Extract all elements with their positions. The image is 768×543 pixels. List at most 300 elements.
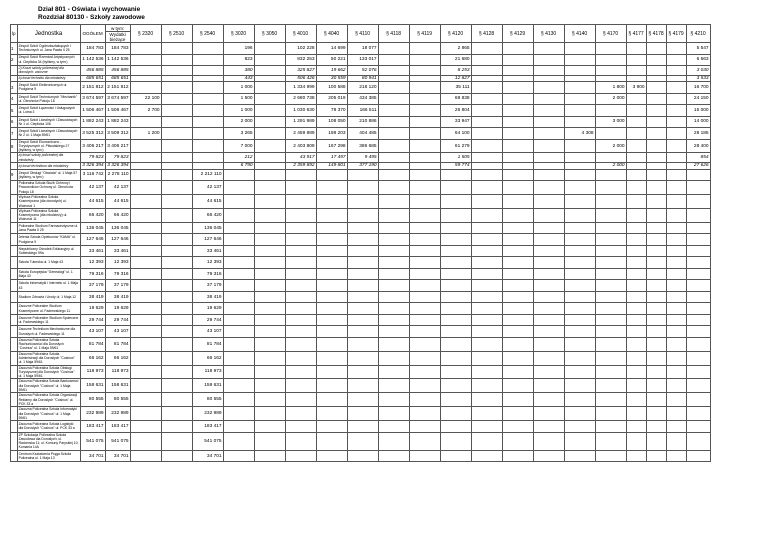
row-value-4179: [666, 257, 686, 269]
row-ogolem: 42 137: [80, 181, 105, 195]
row-value-2540: [192, 93, 223, 105]
row-value-4040: [316, 194, 347, 208]
col-code-2320: § 2320: [130, 25, 161, 43]
row-value-4010: [285, 407, 316, 421]
row-value-2320: [130, 245, 161, 257]
row-value-4178: [646, 314, 666, 326]
row-value-3020: [223, 208, 254, 222]
row-unit-name: Zaoczna Policealna Szkoła Bankowości dla Dorosłych "Cosinus" ul. 1 Maja 59/61: [18, 379, 79, 393]
row-value-4170: 1 800: [595, 82, 626, 94]
row-value-4120: 12 827: [440, 75, 471, 82]
row-value-4130: [533, 303, 564, 315]
row-wydatki-biezace: 34 701: [105, 450, 130, 462]
row-lp: 1: [11, 43, 18, 55]
row-value-4129: [502, 432, 533, 450]
row-value-4179: [666, 54, 686, 66]
row-value-4010: [285, 169, 316, 181]
row-value-4170: 2 000: [595, 139, 626, 153]
row-value-2540: [192, 153, 223, 163]
row-value-2540: 66 162: [192, 351, 223, 365]
row-value-3020: 6 790: [223, 163, 254, 170]
row-lp: 4: [11, 93, 18, 105]
row-value-4110: [347, 291, 378, 303]
row-value-4130: [533, 181, 564, 195]
row-value-4129: [502, 181, 533, 195]
row-value-4130: [533, 105, 564, 117]
row-value-2540: 33 461: [192, 245, 223, 257]
row-value-4120: 8 253: [440, 66, 471, 76]
row-value-4178: [646, 245, 666, 257]
row-value-4128: [471, 365, 502, 379]
row-value-4210: [686, 268, 710, 280]
row-ogolem: 232 989: [80, 407, 105, 421]
row-value-4040: [316, 208, 347, 222]
row-value-4130: [533, 194, 564, 208]
row-value-4170: [595, 222, 626, 234]
table-row: [11, 351, 711, 365]
row-value-4128: [471, 153, 502, 163]
row-value-2510: [161, 43, 192, 55]
row-value-4110: 210 886: [347, 116, 378, 128]
row-value-4040: 205 019: [316, 93, 347, 105]
row-value-4119: [409, 393, 440, 407]
row-value-4110: [347, 407, 378, 421]
row-value-2540: 81 784: [192, 337, 223, 351]
row-value-4130: [533, 153, 564, 163]
row-value-4118: [378, 153, 409, 163]
row-value-4128: [471, 181, 502, 195]
row-wydatki-biezace: 66 162: [105, 351, 130, 365]
row-value-4118: [378, 337, 409, 351]
row-value-4130: [533, 379, 564, 393]
row-value-4040: [316, 181, 347, 195]
row-value-4129: [502, 54, 533, 66]
row-value-4130: [533, 421, 564, 433]
row-value-4179: [666, 43, 686, 55]
row-value-2540: [192, 66, 223, 76]
row-value-4179: [666, 365, 686, 379]
row-value-2540: 79 316: [192, 268, 223, 280]
row-value-3050: [254, 365, 285, 379]
row-value-4040: [316, 450, 347, 462]
row-value-4040: 149 801: [316, 163, 347, 170]
row-value-3020: 7 000: [223, 139, 254, 153]
row-value-2510: [161, 222, 192, 234]
row-value-4210: [686, 314, 710, 326]
row-value-4178: [646, 432, 666, 450]
row-ogolem: 44 615: [80, 194, 105, 208]
row-value-4177: [626, 291, 646, 303]
row-value-4129: [502, 222, 533, 234]
row-value-4128: [471, 82, 502, 94]
row-value-4179: [666, 379, 686, 393]
row-value-4118: [378, 181, 409, 195]
row-value-3020: [223, 245, 254, 257]
row-value-2320: [130, 351, 161, 365]
row-value-3020: [223, 280, 254, 292]
row-value-4118: [378, 194, 409, 208]
row-value-3020: 1 000: [223, 82, 254, 94]
row-ogolem: 183 417: [80, 421, 105, 433]
row-value-4170: [595, 379, 626, 393]
row-value-4179: [666, 169, 686, 181]
row-ogolem: 79 823: [80, 153, 105, 163]
row-value-2320: [130, 326, 161, 338]
row-wydatki-biezace: 1 142 536: [105, 54, 130, 66]
row-ogolem: 541 075: [80, 432, 105, 450]
row-value-4128: [471, 245, 502, 257]
row-value-4170: [595, 421, 626, 433]
row-ogolem: 3 674 597: [80, 93, 105, 105]
row-value-3050: [254, 257, 285, 269]
row-value-4128: [471, 54, 502, 66]
row-value-4178: [646, 421, 666, 433]
row-unit-name: Zespół Szkół Rzemiosł Artystycznych ul. Ciepłicka 34 (byliśmy, w tym:): [17, 54, 80, 66]
row-value-4120: [440, 432, 471, 450]
row-unit-name: Zespół Szkół Ogólnokształcących i Technicznych ul. Jana Pawła II 25: [17, 43, 80, 55]
row-value-4040: 17 497: [316, 153, 347, 163]
row-value-4170: [595, 407, 626, 421]
row-value-2510: [161, 208, 192, 222]
row-wydatki-biezace: 42 137: [105, 181, 130, 195]
row-value-4128: [471, 421, 502, 433]
row-lp: 6: [11, 116, 18, 128]
row-value-4129: [502, 257, 533, 269]
row-unit-name: Zaoczna Policealna Szkoła Rachunkowości dla Dorosłych "Cosinus" ul. 1 Maja 59/61: [17, 337, 80, 351]
row-value-4119: [409, 93, 440, 105]
row-lp: [11, 245, 18, 257]
row-lp: [11, 421, 18, 433]
row-value-4010: 2 680 738: [285, 93, 316, 105]
row-value-4210: 6 563: [686, 54, 710, 66]
row-value-3020: [223, 181, 254, 195]
row-unit-name: Szkoła Europejska "Genealogi" ul. 1 Maja 43: [17, 268, 80, 280]
row-value-2510: [161, 421, 192, 433]
row-value-2510: [161, 105, 192, 117]
row-value-2540: 43 107: [192, 326, 223, 338]
row-value-3050: [254, 407, 285, 421]
row-value-4010: 102 228: [285, 43, 316, 55]
row-lp: [11, 351, 18, 365]
row-value-4119: [409, 432, 440, 450]
row-value-2510: [161, 194, 192, 208]
row-value-2510: [161, 326, 192, 338]
row-ogolem: 38 419: [80, 291, 105, 303]
row-ogolem: 34 701: [80, 450, 105, 462]
row-value-4170: [595, 365, 626, 379]
row-value-4177: [626, 365, 646, 379]
row-value-2320: [130, 169, 161, 181]
row-value-4118: [378, 421, 409, 433]
row-value-4179: [666, 268, 686, 280]
col-code-3020: § 3020: [223, 25, 254, 43]
row-value-4040: [316, 303, 347, 315]
row-value-4130: [533, 268, 564, 280]
row-wydatki-biezace: 184 783: [105, 43, 130, 55]
row-value-4130: [533, 432, 564, 450]
row-value-4210: [686, 337, 710, 351]
row-value-4118: [378, 54, 409, 66]
row-value-4040: [316, 432, 347, 450]
row-ogolem: 33 461: [80, 245, 105, 257]
row-unit-name: Zespół Szkół Licealnych i Zawodowych Nr 1 ul. Ciepłicka 106: [17, 116, 80, 128]
row-value-3020: 3 265: [223, 128, 254, 140]
row-wydatki-biezace: 43 107: [105, 326, 130, 338]
row-value-4129: [502, 450, 533, 462]
row-value-4128: [471, 450, 502, 462]
row-value-4128: [471, 280, 502, 292]
row-value-2320: [130, 66, 161, 76]
col-jednostka: Jednostka: [17, 25, 80, 43]
row-value-4120: [440, 291, 471, 303]
row-value-4129: [502, 208, 533, 222]
row-value-4140: [564, 93, 595, 105]
row-value-2510: [161, 450, 192, 462]
row-value-2510: [161, 234, 192, 246]
row-value-4178: [646, 66, 666, 76]
row-value-4128: [471, 257, 502, 269]
row-value-4129: [502, 139, 533, 153]
row-value-4178: [646, 351, 666, 365]
row-value-4129: [502, 169, 533, 181]
row-value-4129: [502, 234, 533, 246]
row-value-4140: [564, 181, 595, 195]
row-lp: [11, 379, 18, 393]
row-value-4210: 854: [686, 153, 710, 163]
row-value-3020: [223, 222, 254, 234]
row-value-4120: [440, 379, 471, 393]
row-wydatki-biezace: 183 417: [105, 421, 130, 433]
row-value-4210: 14 000: [686, 116, 710, 128]
row-value-2320: [130, 379, 161, 393]
row-value-4010: [285, 181, 316, 195]
row-lp: [11, 337, 18, 351]
row-value-4140: [564, 326, 595, 338]
row-value-4178: [646, 268, 666, 280]
row-value-4120: [440, 222, 471, 234]
row-value-4110: [347, 257, 378, 269]
row-value-2540: 19 629: [192, 303, 223, 315]
row-ogolem: 37 179: [80, 280, 105, 292]
row-value-4110: 166 511: [347, 105, 378, 117]
table-row: [11, 194, 711, 208]
row-value-4040: 108 050: [316, 116, 347, 128]
row-value-4210: 16 700: [686, 82, 710, 94]
row-value-2510: [161, 245, 192, 257]
row-wydatki-biezace: 456 885: [105, 66, 130, 76]
col-code-4119: § 4119: [409, 25, 440, 43]
row-value-4177: [626, 450, 646, 462]
row-value-4177: [626, 379, 646, 393]
row-value-4210: 3 030: [686, 66, 710, 76]
row-unit-name: Studium Zdrowia i Urody ul. 1 Maja 12: [17, 291, 80, 303]
row-value-4177: [626, 234, 646, 246]
row-value-4130: [533, 337, 564, 351]
row-value-4120: 68 838: [440, 93, 471, 105]
row-value-4010: [285, 314, 316, 326]
row-value-4119: [409, 245, 440, 257]
row-value-4179: [666, 222, 686, 234]
row-value-4010: [285, 208, 316, 222]
row-value-4010: [285, 393, 316, 407]
row-value-4128: [471, 326, 502, 338]
row-wydatki-biezace: 38 419: [105, 291, 130, 303]
table-row: [11, 181, 711, 195]
row-value-4170: [595, 257, 626, 269]
row-unit-name: b) koszt techniku dla młodzieży: [17, 75, 80, 82]
row-value-4118: [378, 82, 409, 94]
row-value-4170: [595, 337, 626, 351]
row-value-4177: [626, 257, 646, 269]
row-value-2320: [130, 208, 161, 222]
table-row: [11, 280, 711, 292]
row-value-4010: [285, 222, 316, 234]
col-w-tym: w tym:: [105, 25, 130, 32]
table-row: [11, 139, 711, 153]
col-code-2510: § 2510: [161, 25, 192, 43]
page-header: [38, 6, 145, 22]
row-value-2320: 2 700: [130, 105, 161, 117]
row-value-4119: [409, 222, 440, 234]
row-value-2540: 44 615: [192, 194, 223, 208]
row-value-4140: [564, 169, 595, 181]
row-value-4040: [316, 257, 347, 269]
col-code-4120: § 4120: [440, 25, 471, 43]
row-value-3020: [223, 337, 254, 351]
row-value-4128: [471, 43, 502, 55]
row-lp: 2: [11, 54, 18, 66]
row-value-4177: [626, 153, 646, 163]
row-value-4178: [646, 222, 666, 234]
row-wydatki-biezace: 3 674 597: [105, 93, 130, 105]
row-value-4140: [564, 194, 595, 208]
row-value-4179: [666, 291, 686, 303]
row-value-2510: [161, 268, 192, 280]
row-value-2540: 42 137: [192, 181, 223, 195]
row-value-2510: [161, 432, 192, 450]
row-value-2320: [130, 337, 161, 351]
row-value-4130: [533, 280, 564, 292]
row-value-4177: [626, 268, 646, 280]
row-value-4128: [471, 291, 502, 303]
row-wydatki-biezace: 37 179: [105, 280, 130, 292]
row-value-4119: [409, 208, 440, 222]
row-value-4210: [686, 291, 710, 303]
row-value-2320: [130, 314, 161, 326]
row-value-4130: [533, 407, 564, 421]
row-value-4170: [595, 169, 626, 181]
row-value-4178: [646, 291, 666, 303]
row-value-4210: 28 400: [686, 139, 710, 153]
row-value-4129: [502, 105, 533, 117]
table-row: [11, 303, 711, 315]
col-code-4129: § 4129: [502, 25, 533, 43]
row-value-4119: [409, 379, 440, 393]
row-value-4178: [646, 116, 666, 128]
row-value-4040: [316, 268, 347, 280]
row-value-4179: [666, 303, 686, 315]
row-value-4210: [686, 365, 710, 379]
row-wydatki-biezace: 232 989: [105, 407, 130, 421]
row-value-4140: [564, 351, 595, 365]
row-value-4040: [316, 245, 347, 257]
row-value-4040: [316, 407, 347, 421]
row-value-2510: [161, 337, 192, 351]
row-value-2540: 118 973: [192, 365, 223, 379]
row-value-4129: [502, 393, 533, 407]
row-value-4130: [533, 245, 564, 257]
row-value-3050: [254, 351, 285, 365]
row-value-4119: [409, 105, 440, 117]
row-value-3050: [254, 326, 285, 338]
row-value-4130: [533, 257, 564, 269]
row-value-4110: 218 120: [347, 82, 378, 94]
row-value-4120: [440, 365, 471, 379]
row-value-4118: [378, 365, 409, 379]
row-lp: 5: [11, 105, 18, 117]
row-value-3020: [223, 407, 254, 421]
row-value-4129: [502, 93, 533, 105]
row-value-4010: [285, 365, 316, 379]
row-value-4178: [646, 128, 666, 140]
row-value-4140: [564, 208, 595, 222]
row-value-4179: [666, 314, 686, 326]
row-value-4120: 33 947: [440, 116, 471, 128]
row-unit-name: Niepubliczny Ośrodek Edukacyjny ul. Sobieskiego 59a: [17, 245, 80, 257]
row-value-4129: [502, 379, 533, 393]
row-value-4210: [686, 234, 710, 246]
row-value-4177: [626, 66, 646, 76]
row-value-4040: [316, 234, 347, 246]
row-unit-name: Jelenia Szkoła Opiekunów "KAMA" ul. Podgórna 9: [17, 234, 80, 246]
row-value-4178: [646, 326, 666, 338]
row-value-4128: [471, 93, 502, 105]
row-ogolem: 456 885: [80, 66, 105, 76]
row-value-4128: [471, 105, 502, 117]
row-value-4040: [316, 280, 347, 292]
row-value-2320: [130, 450, 161, 462]
table-row: [11, 43, 711, 55]
row-value-4129: [502, 43, 533, 55]
row-value-4120: [440, 245, 471, 257]
row-value-2540: 232 989: [192, 407, 223, 421]
row-value-2510: [161, 93, 192, 105]
row-value-4177: [626, 326, 646, 338]
row-value-4210: [686, 393, 710, 407]
row-value-4140: [564, 153, 595, 163]
row-lp: [11, 268, 18, 280]
row-unit-name: Zaoczne Policealne Studium Kosmetyczne ul. Fadrewskiego 11: [17, 303, 80, 315]
row-value-4210: [686, 432, 710, 450]
row-wydatki-biezace: 118 973: [105, 365, 130, 379]
row-value-4119: [409, 234, 440, 246]
row-value-4210: 3 533: [686, 75, 710, 82]
row-ogolem: 685 651: [80, 75, 105, 82]
row-value-4179: [666, 393, 686, 407]
row-value-3020: [223, 432, 254, 450]
row-value-4118: [378, 257, 409, 269]
table-row: [11, 337, 711, 351]
row-value-4040: [316, 291, 347, 303]
row-unit-name: Zespół Szkół Ekonomiczno - Turystycznych ul. Piłsudskiego 27 (byliśmy, w tym:): [17, 139, 80, 153]
row-value-4130: [533, 291, 564, 303]
row-value-3020: [223, 450, 254, 462]
row-value-4119: [409, 365, 440, 379]
row-value-3050: [254, 280, 285, 292]
row-value-4118: [378, 105, 409, 117]
row-value-4010: [285, 268, 316, 280]
row-value-4120: 26 804: [440, 105, 471, 117]
